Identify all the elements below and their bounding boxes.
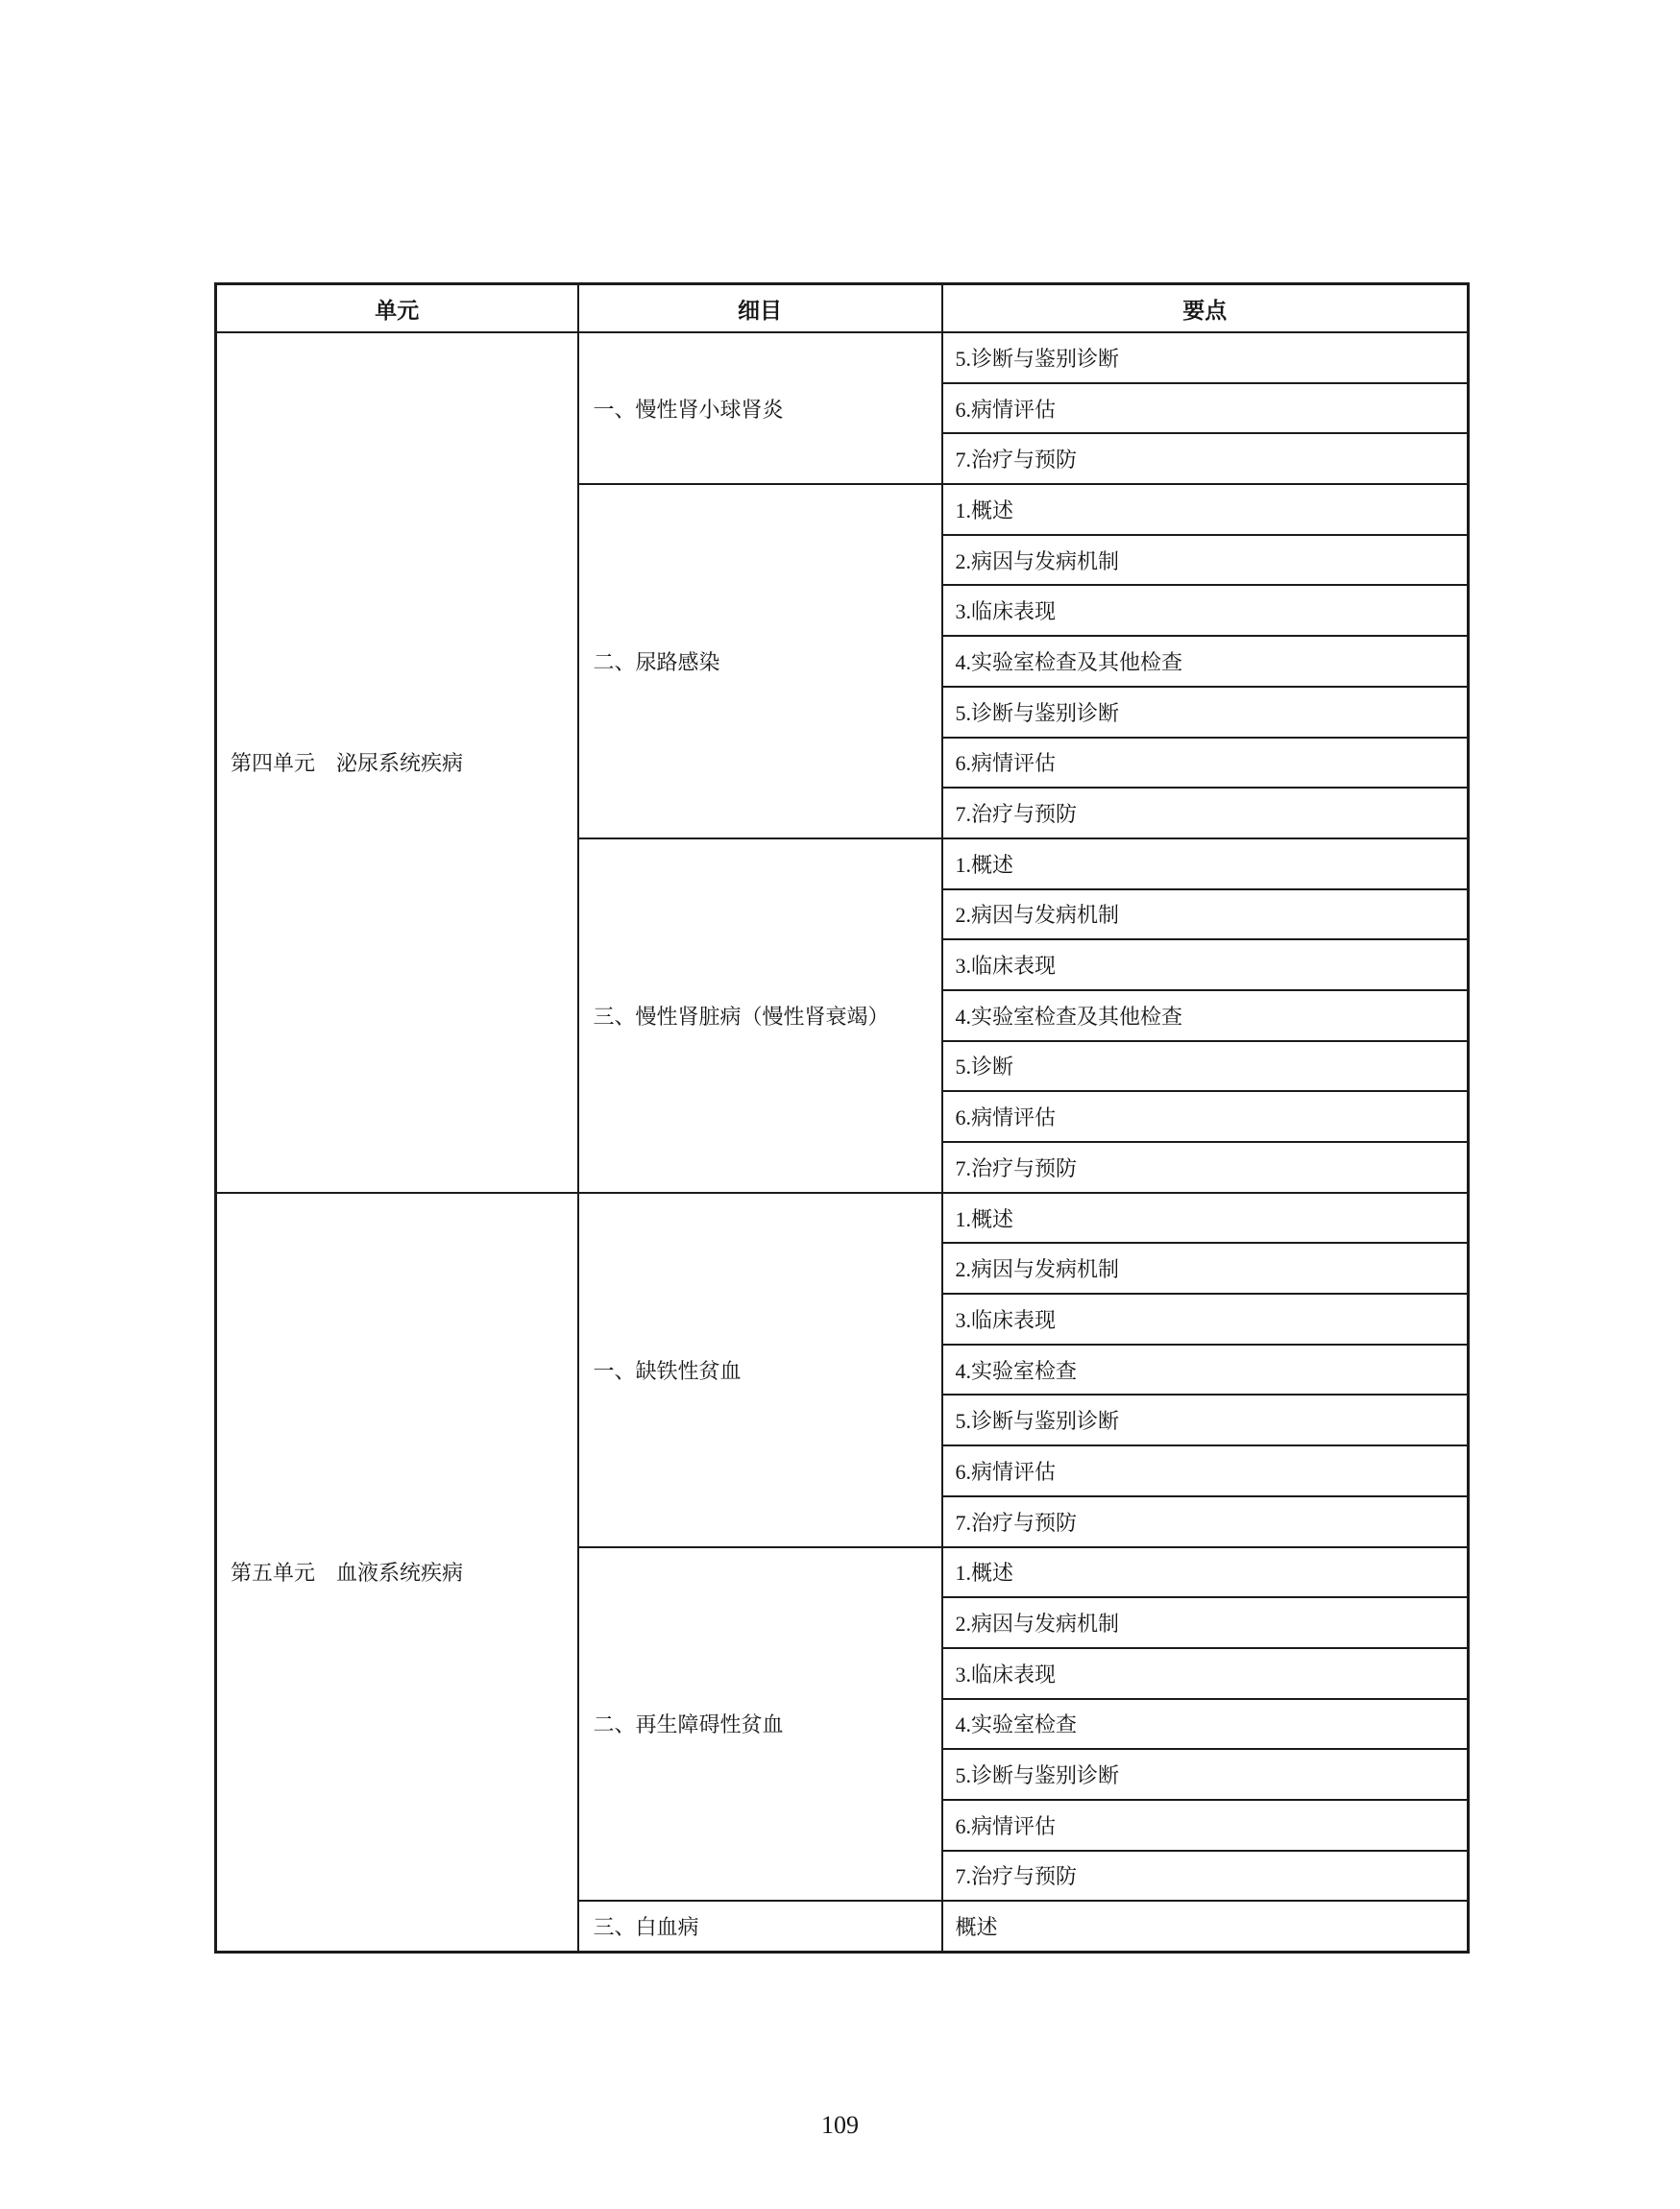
- point-cell: 2.病因与发病机制: [942, 1597, 1469, 1648]
- point-cell: 5.诊断与鉴别诊断: [942, 1749, 1469, 1800]
- point-cell: 6.病情评估: [942, 383, 1469, 434]
- table-header-row: [216, 284, 1469, 333]
- point-cell: 4.实验室检查: [942, 1699, 1469, 1750]
- point-cell: 4.实验室检查及其他检查: [942, 990, 1469, 1041]
- point-cell: 1.概述: [942, 1547, 1469, 1598]
- point-cell: 6.病情评估: [942, 1445, 1469, 1496]
- unit-cell: 第四单元 泌尿系统疾病: [216, 332, 578, 1193]
- point-cell: 6.病情评估: [942, 1800, 1469, 1851]
- point-cell: 7.治疗与预防: [942, 788, 1469, 838]
- header-row: [216, 284, 1469, 333]
- point-cell: 4.实验室检查: [942, 1345, 1469, 1396]
- point-cell: 3.临床表现: [942, 585, 1469, 636]
- point-cell: 2.病因与发病机制: [942, 889, 1469, 940]
- point-cell: 7.治疗与预防: [942, 433, 1469, 484]
- point-cell: 7.治疗与预防: [942, 1142, 1469, 1193]
- column-header: 要点: [942, 284, 1469, 333]
- column-header: 单元: [216, 284, 578, 333]
- item-cell: 一、缺铁性贫血: [578, 1193, 942, 1547]
- point-cell: 3.临床表现: [942, 1294, 1469, 1345]
- column-header: 细目: [578, 284, 942, 333]
- point-cell: 3.临床表现: [942, 939, 1469, 990]
- point-cell: 4.实验室检查及其他检查: [942, 636, 1469, 687]
- point-cell: 2.病因与发病机制: [942, 535, 1469, 586]
- item-cell: 一、慢性肾小球肾炎: [578, 332, 942, 484]
- unit-cell: 第五单元 血液系统疾病: [216, 1193, 578, 1952]
- page-number: 109: [821, 2111, 859, 2139]
- point-cell: 概述: [942, 1901, 1469, 1952]
- item-cell: 三、慢性肾脏病（慢性肾衰竭）: [578, 838, 942, 1193]
- point-cell: 1.概述: [942, 838, 1469, 889]
- table-row: [216, 1193, 1469, 1244]
- item-cell: 二、尿路感染: [578, 484, 942, 838]
- point-cell: 7.治疗与预防: [942, 1851, 1469, 1902]
- table-row: [216, 332, 1469, 383]
- point-cell: 6.病情评估: [942, 1091, 1469, 1142]
- point-cell: 1.概述: [942, 1193, 1469, 1244]
- point-cell: 5.诊断与鉴别诊断: [942, 687, 1469, 738]
- point-cell: 2.病因与发病机制: [942, 1243, 1469, 1294]
- table-body: [216, 332, 1469, 1952]
- point-cell: 5.诊断: [942, 1041, 1469, 1092]
- point-cell: 7.治疗与预防: [942, 1496, 1469, 1547]
- point-cell: 5.诊断与鉴别诊断: [942, 1395, 1469, 1445]
- syllabus-table: [214, 282, 1470, 1954]
- point-cell: 6.病情评估: [942, 738, 1469, 789]
- point-cell: 3.临床表现: [942, 1648, 1469, 1699]
- point-cell: 1.概述: [942, 484, 1469, 535]
- item-cell: 二、再生障碍性贫血: [578, 1547, 942, 1902]
- point-cell: 5.诊断与鉴别诊断: [942, 332, 1469, 383]
- item-cell: 三、白血病: [578, 1901, 942, 1952]
